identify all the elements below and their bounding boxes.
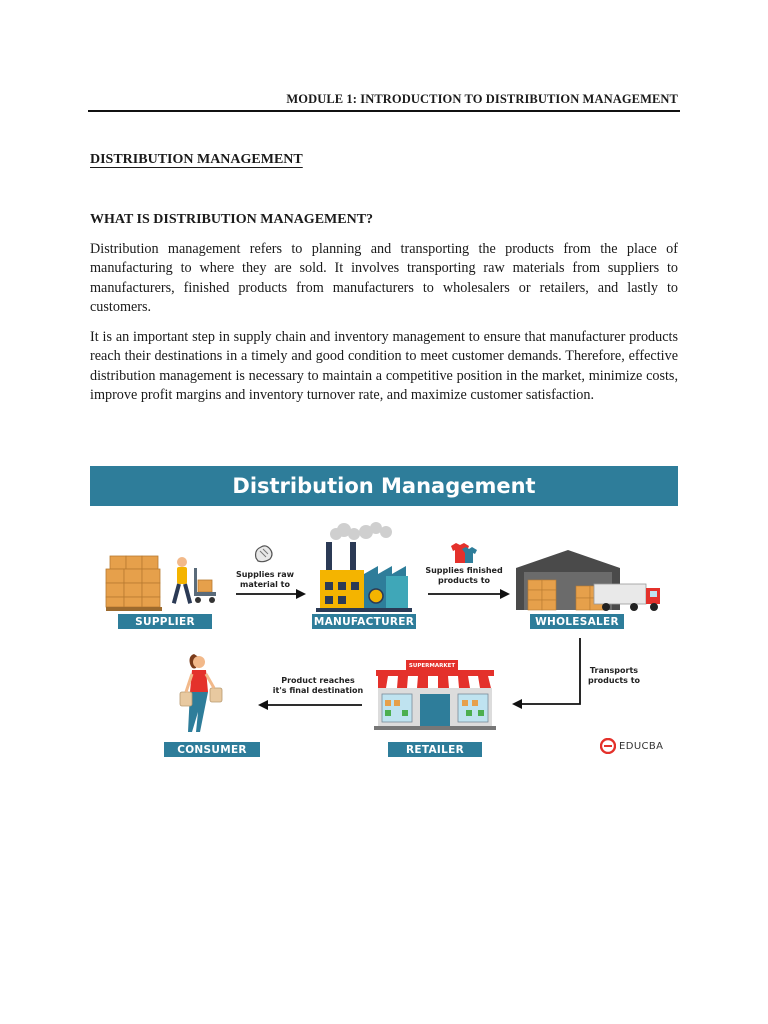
subheading: WHAT IS DISTRIBUTION MANAGEMENT?: [90, 212, 374, 227]
arrow-supplier-manufacturer: [236, 588, 306, 600]
node-manufacturer: MANUFACTURER: [313, 615, 415, 628]
flow-label-wholesaler-retailer: Transports products to: [587, 666, 641, 685]
module-header: MODULE 1: INTRODUCTION TO DISTRIBUTION MANAGEMENT: [286, 92, 678, 106]
header-rule: [88, 110, 680, 112]
flow-label-supplier-manufacturer: Supplies raw material to: [235, 570, 295, 589]
node-wholesaler: WHOLESALER: [530, 614, 624, 629]
node-retailer: RETAILER: [388, 742, 482, 757]
arrow-retailer-consumer: [258, 699, 362, 711]
node-supplier: SUPPLIER: [118, 614, 212, 629]
distribution-diagram: [90, 466, 678, 766]
finished-products-icon: [448, 542, 480, 564]
consumer-illustration: [178, 652, 232, 738]
paragraph-definition: Distribution management refers to planning and transporting the products from the place of manufacturing to where they are sold. It involves transporting raw materials from suppliers to manufacturers, finished products from manufacturers to wholesalers or retailers, and lastly to customers.: [90, 241, 678, 315]
paragraph-importance: It is an important step in supply chain and inventory management to ensure that manufacturer products reach their destinations in a timely and good condition to meet customer demands. Therefore, effective distribution management is necessary to maintain a competitive position in the market, minimize costs, improve profit margins and inventory turnover rate, and maximize customer satisfaction.: [90, 329, 678, 403]
diagram-banner: Distribution Management: [90, 466, 678, 506]
flow-label-retailer-consumer: Product reaches it's final destination: [272, 676, 364, 695]
arrow-wholesaler-retailer: [512, 638, 584, 710]
node-consumer: CONSUMER: [164, 742, 260, 757]
raw-material-icon: [252, 542, 276, 566]
supplier-illustration: [106, 554, 220, 614]
educba-logo-icon: [600, 738, 616, 754]
flow-label-manufacturer-wholesaler: Supplies finished products to: [425, 566, 503, 585]
manufacturer-illustration: [316, 522, 416, 614]
store-sign: SUPERMARKET: [408, 663, 456, 669]
educba-logo: [600, 738, 663, 754]
educba-logo-text: EDUCBA: [619, 740, 664, 752]
wholesaler-illustration: [516, 550, 662, 614]
arrow-manufacturer-wholesaler: [428, 588, 510, 600]
section-title: DISTRIBUTION MANAGEMENT: [90, 152, 303, 167]
retailer-illustration: [370, 660, 500, 732]
